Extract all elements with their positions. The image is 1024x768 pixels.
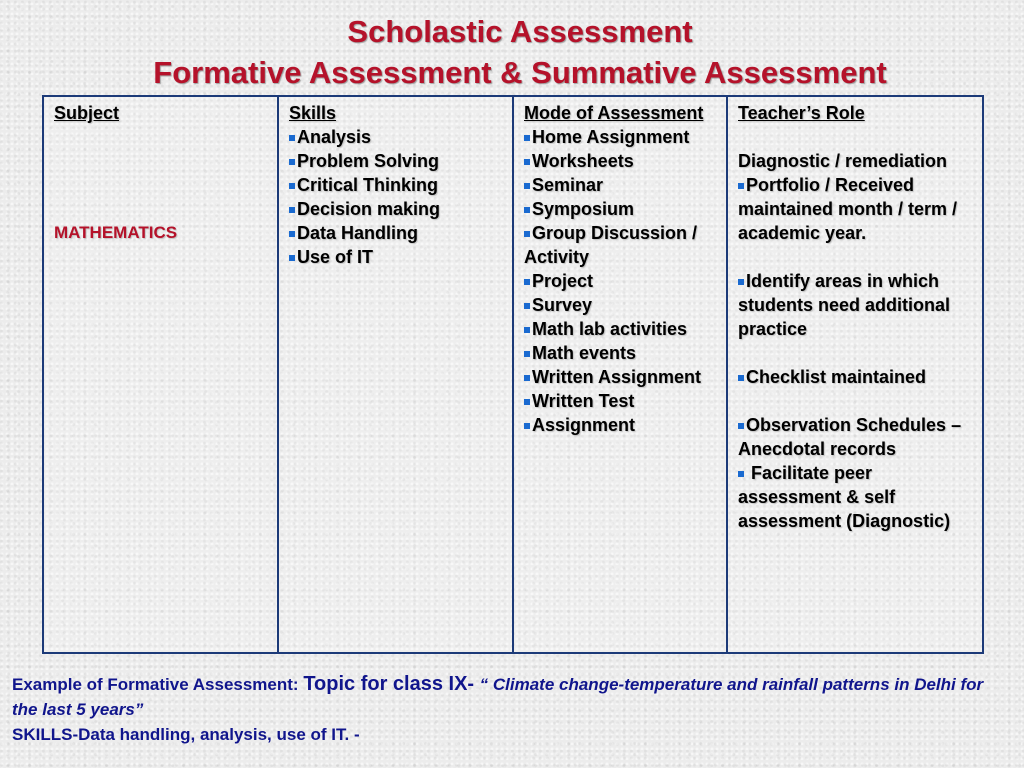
- role-item: Facilitate peer assessment & self assessment (Diagnostic): [738, 461, 974, 533]
- mode-column: [513, 96, 727, 653]
- mode-item: Seminar: [524, 173, 718, 197]
- mode-item: Written Assignment: [524, 365, 718, 389]
- assessment-table: [42, 95, 984, 654]
- page-title: Scholastic Assessment: [347, 14, 693, 49]
- skill-item: Critical Thinking: [289, 173, 504, 197]
- skills-column: [278, 96, 513, 653]
- mode-item: Worksheets: [524, 149, 718, 173]
- role-item: Checklist maintained: [738, 365, 974, 389]
- mode-item: Math lab activities: [524, 317, 718, 341]
- footer-lead: Example of Formative Assessment:: [12, 675, 304, 694]
- mode-item: Project: [524, 269, 718, 293]
- footer-note: [12, 672, 1012, 747]
- mode-item: Math events: [524, 341, 718, 365]
- skill-item: Analysis: [289, 125, 504, 149]
- mode-item: Symposium: [524, 197, 718, 221]
- role-item: Observation Schedules – Anecdotal records: [738, 413, 974, 461]
- mode-item: Written Test: [524, 389, 718, 413]
- skills-header: Skills: [289, 103, 337, 123]
- role-spacer: [738, 389, 974, 413]
- role-item: Identify areas in which students need additional practice: [738, 269, 974, 341]
- role-list: [738, 173, 974, 533]
- mode-item: Group Discussion / Activity: [524, 221, 718, 269]
- mode-item: Assignment: [524, 413, 718, 437]
- subject-column: [43, 96, 278, 653]
- footer-topic: Topic for class IX-: [303, 673, 480, 695]
- skill-item: Decision making: [289, 197, 504, 221]
- skill-item: Problem Solving: [289, 149, 504, 173]
- mode-item: Survey: [524, 293, 718, 317]
- footer-skills: SKILLS-Data handling, analysis, use of IT. -: [12, 725, 360, 744]
- role-header: Teacher’s Role: [738, 103, 865, 123]
- skill-item: Data Handling: [289, 221, 504, 245]
- mode-item: Home Assignment: [524, 125, 718, 149]
- role-spacer: [738, 341, 974, 365]
- role-item: Portfolio / Received maintained month / term / academic year.: [738, 173, 974, 245]
- subject-header: Subject: [54, 103, 120, 123]
- role-column: [727, 96, 983, 653]
- role-spacer: [738, 245, 974, 269]
- role-intro: Diagnostic / remediation: [738, 151, 948, 171]
- page-subtitle: Formative Assessment & Summative Assessment: [153, 55, 887, 90]
- skill-item: Use of IT: [289, 245, 504, 269]
- subject-value: MATHEMATICS: [54, 223, 178, 242]
- skills-list: [289, 125, 504, 269]
- footer-quote: “ Climate change-temperature and rainfall patterns in Delhi for the last 5 years”: [12, 675, 984, 719]
- mode-list: [524, 125, 718, 437]
- mode-header: Mode of Assessment: [524, 103, 704, 123]
